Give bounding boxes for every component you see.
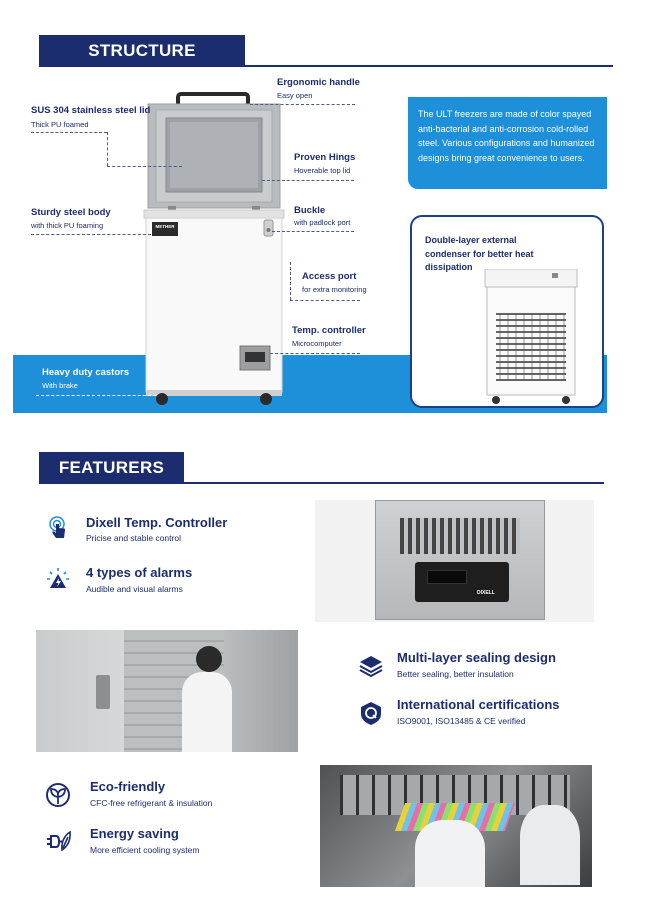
- controller-brand: DIXELL: [477, 590, 495, 596]
- alarm-icon: [45, 566, 71, 592]
- leader-line-buckle: [272, 231, 354, 232]
- leader-line-body: [31, 234, 151, 235]
- leader-line-hinges: [262, 180, 354, 181]
- leader-line-access-v: [290, 262, 291, 300]
- leaf-icon: [45, 782, 71, 808]
- layers-icon: [358, 652, 384, 678]
- leader-line-lid: [31, 132, 107, 133]
- label-hinges-sub: Hoverable top lid: [294, 166, 351, 175]
- feature-title-sealing: Multi-layer sealing design: [397, 650, 556, 665]
- feature-sub-energy: More efficient cooling system: [90, 845, 200, 855]
- label-handle-sub: Easy open: [277, 91, 313, 100]
- label-hinges-title: Proven Hings: [294, 152, 356, 163]
- label-buckle-title: Buckle: [294, 205, 326, 216]
- label-body-title: Sturdy steel body: [31, 207, 111, 218]
- feature-sub-sealing: Better sealing, better insulation: [397, 669, 514, 679]
- energy-plug-icon: [45, 828, 71, 854]
- feature-sub-eco: CFC-free refrigerant & insulation: [90, 798, 213, 808]
- leader-line-handle: [250, 104, 355, 105]
- lab-photo-samples: [320, 765, 592, 887]
- certificate-icon: [358, 700, 384, 726]
- label-castors-sub: With brake: [42, 381, 78, 390]
- touch-icon: [45, 515, 71, 541]
- feature-title-certifications: International certifications: [397, 697, 560, 712]
- feature-title-eco: Eco-friendly: [90, 779, 166, 794]
- label-castors-title: Heavy duty castors: [42, 367, 130, 378]
- leader-line-lid-2: [107, 166, 182, 167]
- controller-photo: [315, 500, 594, 622]
- label-controller-sub: Microcomputer: [292, 339, 342, 348]
- label-lid-sub: Thick PU foamed: [31, 120, 89, 129]
- header-underline: [245, 65, 613, 67]
- condenser-box: [410, 215, 604, 408]
- label-body-sub: with thick PU foaming: [31, 221, 104, 230]
- label-handle-title: Ergonomic handle: [277, 77, 360, 88]
- leader-line-castors: [36, 395, 156, 396]
- label-access-title: Access port: [302, 271, 357, 282]
- label-access-sub: for extra monitoring: [302, 285, 367, 294]
- condenser-label: Double-layer external condenser for better heat dissipation: [425, 235, 534, 272]
- structure-header: STRUCTURE: [39, 35, 245, 67]
- condenser-illustration: [482, 269, 582, 407]
- freezer-illustration: [140, 88, 290, 406]
- leader-line-lid-v: [107, 132, 108, 166]
- leader-line-access: [290, 300, 360, 301]
- feature-title-alarms: 4 types of alarms: [86, 565, 193, 580]
- lab-photo-scientist: [36, 630, 298, 752]
- leader-line-controller: [270, 353, 360, 354]
- brand-badge: METHER: [155, 224, 175, 229]
- feature-sub-alarms: Audible and visual alarms: [86, 584, 183, 594]
- feature-sub-controller: Pricise and stable control: [86, 533, 181, 543]
- features-header: FEATURERS: [39, 452, 184, 484]
- feature-sub-certifications: ISO9001, ISO13485 & CE verified: [397, 716, 526, 726]
- label-buckle-sub: with padlock port: [294, 218, 351, 227]
- features-underline: [184, 482, 604, 484]
- feature-title-energy: Energy saving: [90, 826, 179, 841]
- feature-title-controller: Dixell Temp. Controller: [86, 515, 228, 530]
- label-lid-title: SUS 304 stainless steel lid: [31, 105, 151, 116]
- label-controller-title: Temp. controller: [292, 325, 366, 336]
- info-box: The ULT freezers are made of color spayed anti-bacterial and anti-corrosion cold-rolled steel. Various configurations and humanized designs bring great convenience to users.: [408, 97, 607, 189]
